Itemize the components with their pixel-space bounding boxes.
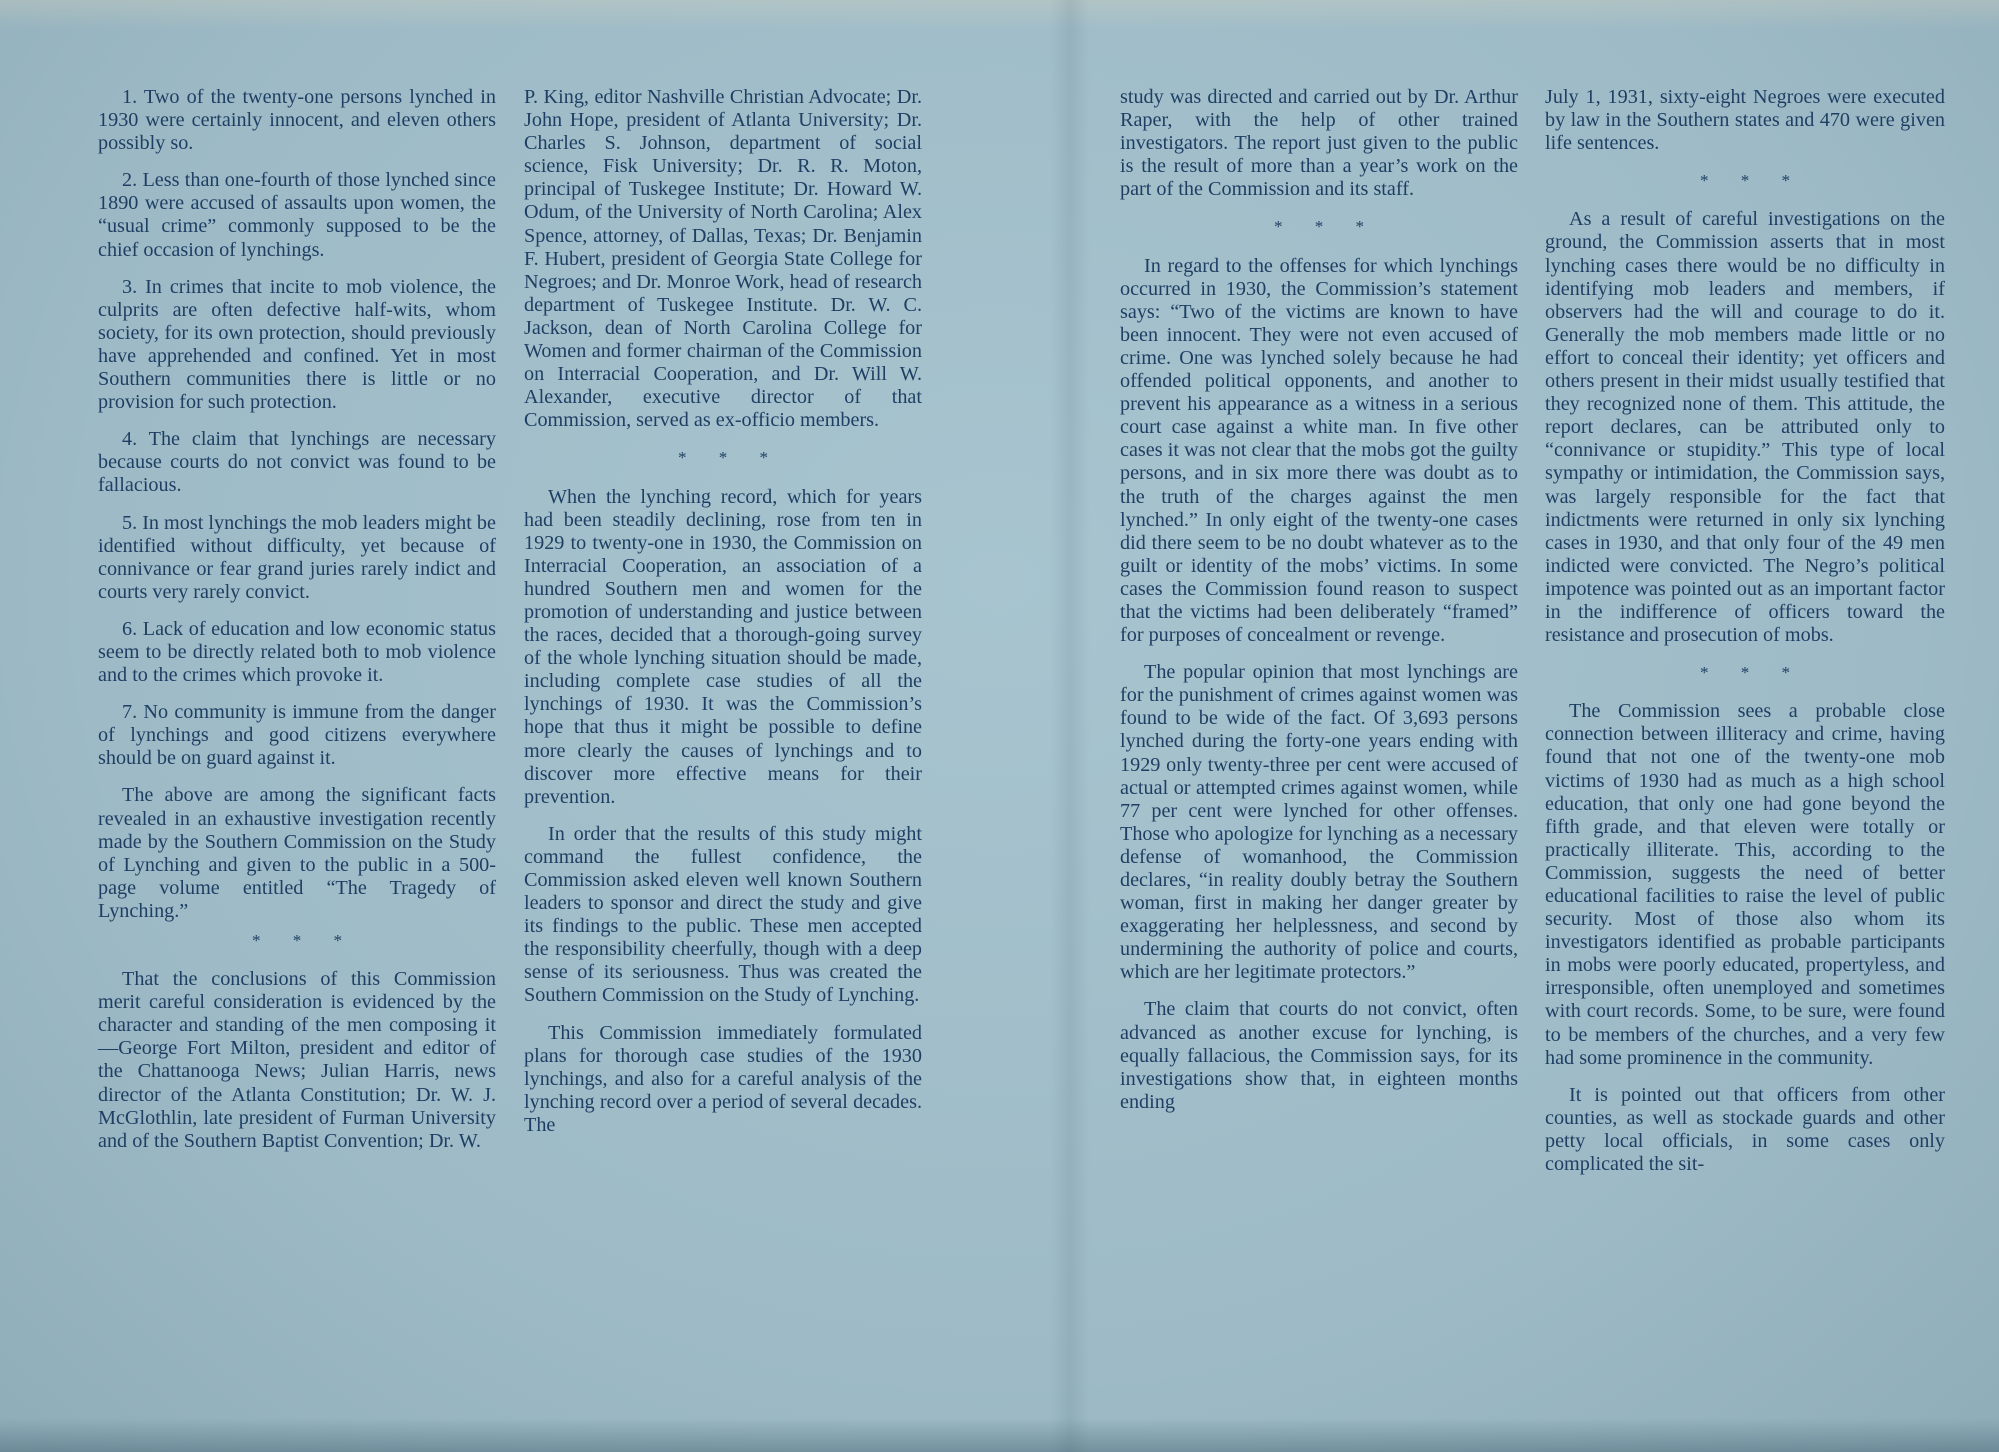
section-separator: * * * bbox=[1700, 171, 1804, 191]
finding-7: 7. No community is immune from the danger of lynchings and good citizens everywhere should be on guard against it. bbox=[98, 701, 496, 770]
illiteracy-paragraph: The Commission sees a probable close connection between illiteracy and crime, having found that not one of the twenty-one mob victims of 1930 had as much as a high school education, that only one had gone beyond the fifth grade, and that eleven were totally or practically illiterate. This, according to the Commission, suggests the need of better educational facilities to raise the level of public security. Most of those also whom its investigators identified as probable participants in mobs were poorly educated, propertyless, and irresponsible, often unemployed and sometimes with court records. Some, to be sure, were found to be members of the churches, and a very few had some prominence in the community. bbox=[1545, 700, 1945, 1069]
members-continued: P. King, editor Nashville Christian Advocate; Dr. John Hope, president of Atlanta University; Dr. Charles S. Johnson, department of social science, Fisk University; Dr. R. R. Moton, principal of Tuskegee Institute; Dr. Howard W. Odum, of the University of North Carolina; Alex Spence, attorney, of Dallas, Texas; Dr. Benjamin F. Hubert, president of Georgia State College for Negroes; and Dr. Monroe Work, head of research department of Tuskegee Institute. Dr. W. C. Jackson, dean of North Carolina College for Women and former chairman of the Commission on Interracial Cooperation, and Dr. Will W. Alexander, executive director of that Commission, served as ex-officio members. bbox=[524, 86, 922, 432]
confidence-paragraph: In order that the results of this study might command the fullest confidence, the Commission asked eleven well known Southern leaders to sponsor and direct the study and give its findings to the public. These men accepted the responsibility cheerfully, though with a deep sense of its seriousness. Thus was created the Southern Commission on the Study of Lynching. bbox=[524, 822, 922, 1007]
column-3 bbox=[1120, 86, 1518, 1128]
section-separator: * * * bbox=[678, 448, 782, 468]
study-continued: study was directed and carried out by Dr. Arthur Raper, with the help of other trained investigators. The report just given to the public is the result of more than a year’s work on the part of the Commission and its staff. bbox=[1120, 86, 1518, 201]
summary-paragraph: The above are among the significant facts revealed in an exhaustive investigation recently made by the Southern Commission on the Study of Lynching and given to the public in a 500-page volume entitled “The Tragedy of Lynching.” bbox=[98, 784, 496, 922]
plans-paragraph: This Commission immediately formulated plans for thorough case studies of the 1930 lynchings, and also for a careful analysis of the lynching record over a period of several decades. The bbox=[524, 1021, 922, 1136]
section-separator: * * * bbox=[252, 931, 356, 950]
page-edge-top bbox=[0, 0, 1999, 30]
lynching-record-paragraph: When the lynching record, which for years had been steadily declining, rose from ten in 1929 to twenty-one in 1930, the Commission on Interracial Cooperation, an association of a hundred Southern men and women for the promotion of understanding and justice between the races, decided that a thorough-going survey of the whole lynching situation should be made, including complete case studies of all the lynchings of 1930. It was the Commission’s hope that thus it might be possible to define more clearly the causes of lynchings and to discover more effective means for their prevention. bbox=[524, 485, 922, 808]
officers-paragraph: It is pointed out that officers from other counties, as well as stockade guards and other petty local officials, in some cases only complicated the sit- bbox=[1545, 1083, 1945, 1176]
finding-2: 2. Less than one-fourth of those lynched since 1890 were accused of assaults upon women, the “usual crime” commonly supposed to be the chief occasion of lynchings. bbox=[98, 169, 496, 261]
column-4 bbox=[1545, 86, 1945, 1190]
finding-6: 6. Lack of education and low economic status seem to be directly related both to mob violence and to the crimes which provoke it. bbox=[98, 617, 496, 687]
offenses-paragraph: In regard to the offenses for which lynchings occurred in 1930, the Commission’s statement says: “Two of the victims are known to have been innocent. They were not even accused of crime. One was lynched solely because he had offended political opponents, and another to prevent his appearance as a witness in a serious court case against a white man. In five other cases it was not clear that the mobs got the guilty persons, and in six more there was doubt as to the truth of the charges against the men lynched.” In only eight of the twenty-one cases did there seem to be no doubt whatever as to the guilt or identity of the mobs’ victims. In some cases the Commission found reason to suspect that the victims had been deliberately “framed” for purposes of concealment or revenge. bbox=[1120, 254, 1518, 647]
mob-identification-paragraph: As a result of careful investigations on the ground, the Commission asserts that in most lynching cases there would be no difficulty in identifying mob leaders and members, if observers had the will and courage to do it. Generally the mob members made little or no effort to conceal their identity; yet officers and others present in their midst usually testified that they recognized none of them. This attitude, the report declares, can be attributed only to “connivance or stupidity.” This type of local sympathy or intimidation, the Commission says, was largely responsible for the fact that indictments were returned in only six lynching cases in 1930, and that only four of the 49 men indicted were convicted. The Negro’s political impotence was pointed out as an important factor in the indifference of officers toward the resistance and prosecution of mobs. bbox=[1545, 208, 1945, 647]
column-2 bbox=[524, 86, 922, 1151]
commission-members-paragraph: That the conclusions of this Commission merit careful consideration is evidenced by the character and standing of the men composing it—George Fort Milton, president and editor of the Chattanooga News; Julian Harris, news director of the Atlanta Constitution; Dr. W. J. McGlothlin, late president of Furman University and of the Southern Baptist Convention; Dr. W. bbox=[98, 968, 496, 1152]
section-separator: * * * bbox=[1274, 217, 1378, 237]
column-1 bbox=[98, 86, 496, 1167]
executions-continued: July 1, 1931, sixty-eight Negroes were executed by law in the Southern states and 470 were given life sentences. bbox=[1545, 86, 1945, 155]
page-edge-bottom bbox=[0, 1418, 1999, 1452]
finding-3: 3. In crimes that incite to mob violence, the culprits are often defective half-wits, whom society, for its own protection, should previously have apprehended and confined. Yet in most Southern communities there is little or no provision for such protection. bbox=[98, 275, 496, 414]
finding-4: 4. The claim that lynchings are necessary because courts do not convict was found to be fallacious. bbox=[98, 428, 496, 497]
center-fold bbox=[1050, 0, 1090, 1452]
popular-opinion-paragraph: The popular opinion that most lynchings are for the punishment of crimes against women was found to be wide of the fact. Of 3,693 persons lynched during the forty-one years ending with 1929 only twenty-three per cent were accused of actual or attempted crimes against women, while 77 per cent were lynched for other offenses. Those who apologize for lynching as a necessary defense of womanhood, the Commission declares, “in reality doubly betray the Southern woman, first in making her danger greater by exaggerating her helplessness, and second by undermining the authority of police and courts, which are her legitimate protectors.” bbox=[1120, 661, 1518, 984]
finding-5: 5. In most lynchings the mob leaders might be identified without difficulty, yet because of connivance or fear grand juries rarely indict and courts very rarely convict. bbox=[98, 511, 496, 603]
section-separator: * * * bbox=[1700, 663, 1804, 683]
finding-1: 1. Two of the twenty-one persons lynched in 1930 were certainly innocent, and eleven others possibly so. bbox=[98, 86, 496, 155]
courts-paragraph: The claim that courts do not convict, often advanced as another excuse for lynching, is equally fallacious, the Commission says, for its investigations show that, in eighteen months ending bbox=[1120, 998, 1518, 1113]
